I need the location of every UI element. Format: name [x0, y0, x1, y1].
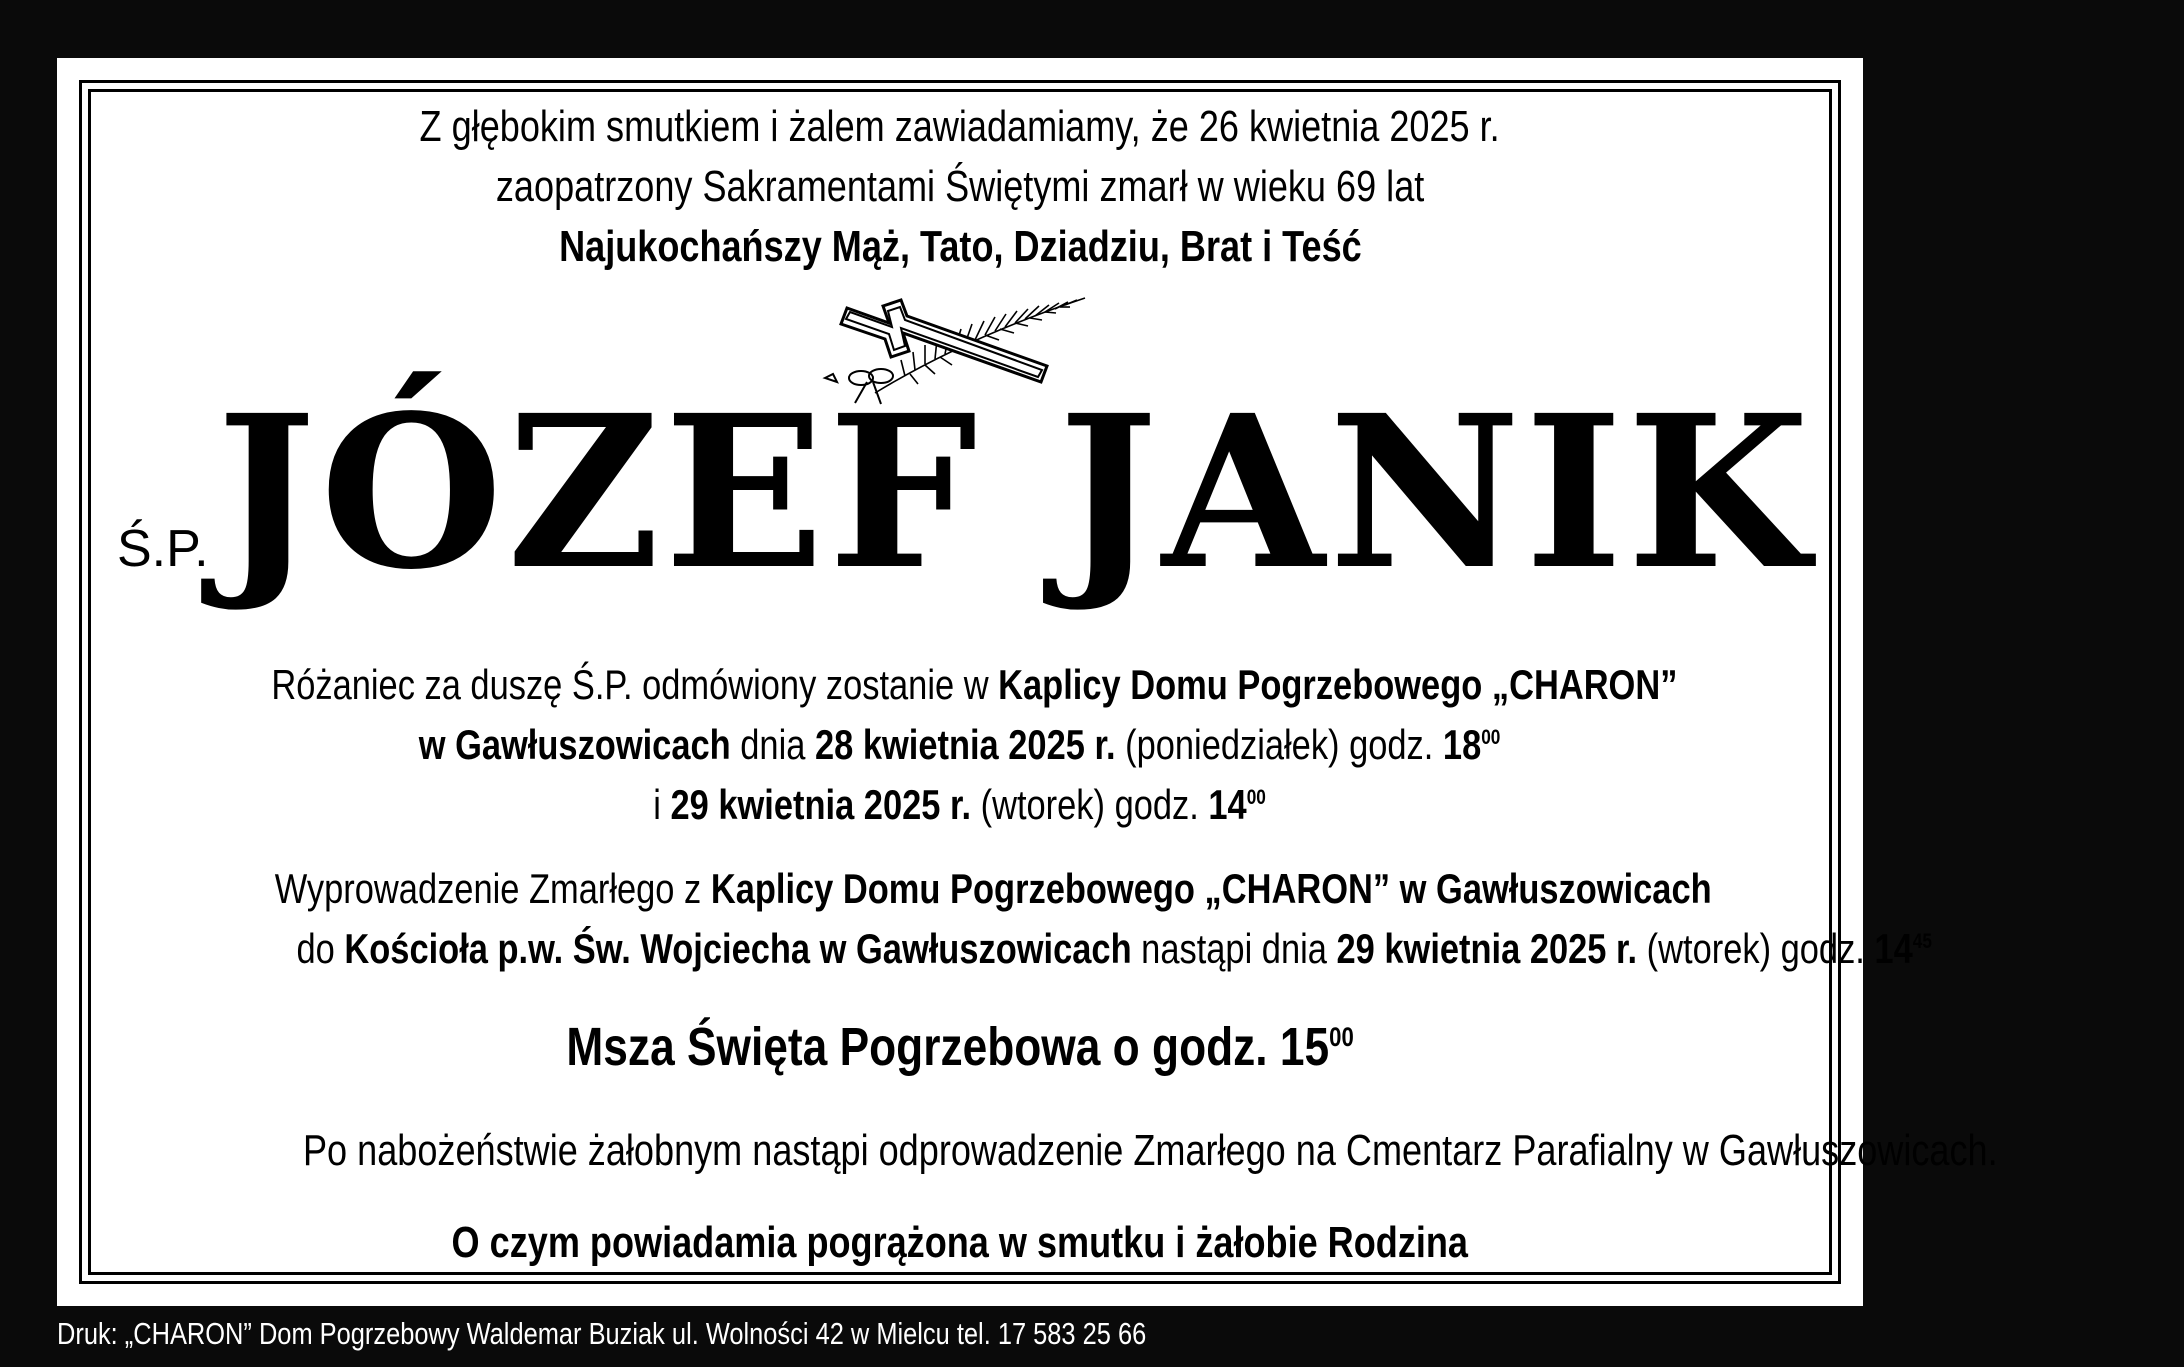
announcement-line-2: zaopatrzony Sakramentami Świętymi zmarł w wieku 69 lat [495, 162, 1425, 211]
procession-line-2: do Kościoła p.w. Św. Wojciecha w Gawłuszowicach nastąpi dnia 29 kwietnia 2025 r. (wtorek) godz. $14^{45}$ [296, 925, 1932, 972]
family-roles-line: Najukochańszy Mąż, Tato, Dziadziu, Brat i Teść [558, 222, 1362, 271]
obituary-content [117, 58, 1998, 1306]
deceased-name-row [117, 369, 1814, 678]
procession-line-1: Wyprowadzenie Zmarłego z Kaplicy Domu Pogrzebowego „CHARON” w Gawłuszowicach [274, 865, 1712, 912]
printer-footer: Druk: „CHARON” Dom Pogrzebowy Waldemar Buziak ul. Wolności 42 w Mielcu tel. 17 583 25 66 [57, 1316, 1147, 1351]
burial-line: Po nabożeństwie żałobnym nastąpi odprowadzenie Zmarłego na Cmentarz Parafialny w Gawłuszowicach. [302, 1126, 1998, 1175]
deceased-prefix: Ś.P. [117, 520, 209, 578]
obituary-card [57, 58, 1998, 1306]
rosary-line-3: i 29 kwietnia 2025 r. (wtorek) godz. $14^{00}$ [653, 781, 1267, 828]
rosary-line-1: Różaniec za duszę Ś.P. odmówiony zostanie w Kaplicy Domu Pogrzebowego „CHARON” [271, 661, 1678, 708]
announcement-line-1: Z głębokim smutkiem i żalem zawiadamiamy, że 26 kwietnia 2025 r. [419, 102, 1501, 151]
funeral-mass-line: Msza Święta Pogrzebowa o godz. $15^{00}$ [566, 1017, 1354, 1077]
deceased-name: JÓZEF JANIK [216, 369, 1814, 616]
closing-line: O czym powiadamia pogrążona w smutku i żałobie Rodzina [451, 1218, 1469, 1267]
rosary-line-2: w Gawłuszowicach dnia 28 kwietnia 2025 r. (poniedziałek) godz. $18^{00}$ [419, 721, 1501, 768]
